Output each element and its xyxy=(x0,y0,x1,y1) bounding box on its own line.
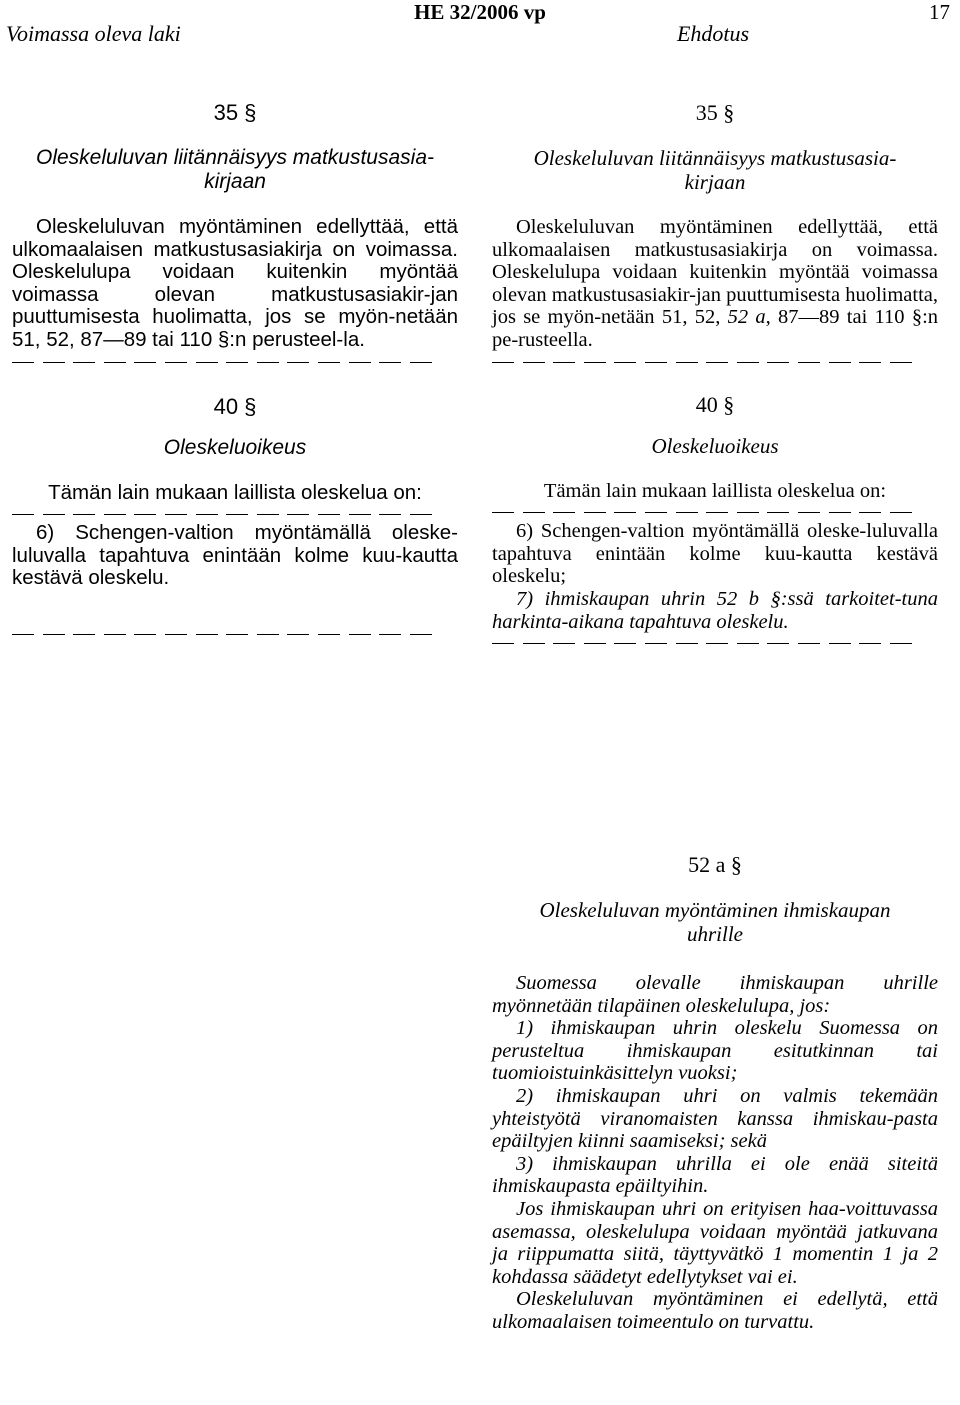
section-paragraph: Oleskeluluvan myöntäminen edellyttää, että ulkomaalaisen matkustusasiakirja on voimassa. Oleskelulupa voidaan kuitenkin myöntää voimassa olevan matkustusasiakir-jan puuttumisesta huolimatta, jos se myön-netään 51, 52, 87—89 tai 110 §:n perusteel-la. xyxy=(12,215,458,351)
section-title-line-1: Oleskeluluvan liitännäisyys matkustusasia- xyxy=(35,146,434,169)
section-number: 40 § xyxy=(213,393,257,419)
omission-dashes xyxy=(12,358,432,366)
section-intro: Tämän lain mukaan laillista oleskelua on: xyxy=(543,479,887,502)
section-number: 52 a § xyxy=(688,852,742,877)
left-column-label: Voimassa oleva laki xyxy=(6,21,181,46)
omission-dashes xyxy=(12,510,432,518)
section-title-line-2: uhrille xyxy=(687,922,743,946)
section-number: 40 § xyxy=(695,391,735,417)
current-law-column xyxy=(12,100,458,638)
list-item-6: 6) Schengen-valtion myöntämällä oleske-luluvalla tapahtuva enintään kolme kuu-kautta kestävä oleskelu; xyxy=(492,520,938,588)
section-number: 35 § xyxy=(695,100,735,125)
current-section-35 xyxy=(12,100,458,366)
section-title xyxy=(12,146,458,194)
list-item-2: 2) ihmiskaupan uhri on valmis tekemään yhteistyötä viranomaisten kanssa ihmiskau-pasta epäiltyjen kiinni saamiseksi; sekä xyxy=(492,1084,938,1153)
omission-dashes xyxy=(492,358,912,366)
section-paragraph: Oleskeluluvan myöntäminen ei edellytä, että ulkomaalaisen toimeentulo on turvattu. xyxy=(492,1288,938,1333)
list-item-3: 3) ihmiskaupan uhrilla ei ole enää siteitä ihmiskaupasta epäiltyihin. xyxy=(492,1152,938,1198)
section-title: Oleskeluoikeus xyxy=(651,433,779,458)
paragraph-text: , 87—89 tai 110 §:n pe-rusteella. xyxy=(492,306,939,351)
list-item-7: 7) ihmiskaupan uhrin 52 b §:ssä tarkoitet-tuna harkinta-aikana tapahtuva oleskelu. xyxy=(492,587,938,633)
section-title-line-1: Oleskeluluvan liitännäisyys matkustusasia- xyxy=(533,146,897,170)
proposed-section-35 xyxy=(492,100,938,366)
page-number: 17 xyxy=(929,0,950,24)
paragraph-text: Oleskeluluvan myöntäminen edellyttää, että ulkomaalaisen matkustusasiakirja on voimassa. Oleskelulupa voidaan kuitenkin myöntää voimassa olevan matkustusasiakir-jan puuttumisesta huolimatta, jos se myön-netään 51, 52, xyxy=(492,216,938,329)
section-title-line-2: kirjaan xyxy=(684,170,746,194)
section-title xyxy=(492,898,938,946)
omission-dashes xyxy=(492,508,912,516)
section-paragraph: Suomessa olevalle ihmiskaupan uhrille myönnetään tilapäinen oleskelulupa, jos: xyxy=(492,972,938,1017)
section-number: 35 § xyxy=(213,100,257,125)
paragraph-amendment: 52 a xyxy=(727,306,766,329)
right-column-label-text: Ehdotus xyxy=(676,21,750,46)
section-intro: Tämän lain mukaan laillista oleskelua on: xyxy=(48,480,422,504)
proposed-section-52a xyxy=(492,852,938,1334)
section-paragraph: Jos ihmiskaupan uhri on erityisen haa-voittuvassa asemassa, oleskelulupa voidaan myöntää jatkuvana ja riippumatta siitä, täyttyvätkö 1 momentin 1 ja 2 kohdassa säädetyt edellytykset vai ei. xyxy=(492,1197,938,1288)
section-title: Oleskeluoikeus xyxy=(163,435,307,459)
document-id: HE 32/2006 vp xyxy=(414,0,546,24)
omission-dashes xyxy=(12,630,432,638)
proposal-column xyxy=(492,100,938,647)
list-item-1: 1) ihmiskaupan uhrin oleskelu Suomessa on perusteltua ihmiskaupan esitutkinnan tai tuomioistuinkäsittelyn vuoksi; xyxy=(492,1017,938,1085)
proposed-section-40 xyxy=(492,392,938,648)
section-paragraph xyxy=(492,216,938,352)
page-header xyxy=(0,0,960,50)
list-item-6: 6) Schengen-valtion myöntämällä oleske-luluvalla tapahtuva enintään kolme kuu-kautta kestävä oleskelu. xyxy=(12,521,458,590)
current-section-40 xyxy=(12,394,458,638)
omission-dashes xyxy=(492,639,912,647)
section-title-line-2: kirjaan xyxy=(204,170,266,193)
section-title xyxy=(492,146,938,194)
section-title-line-1: Oleskeluluvan myöntäminen ihmiskaupan xyxy=(539,898,891,922)
